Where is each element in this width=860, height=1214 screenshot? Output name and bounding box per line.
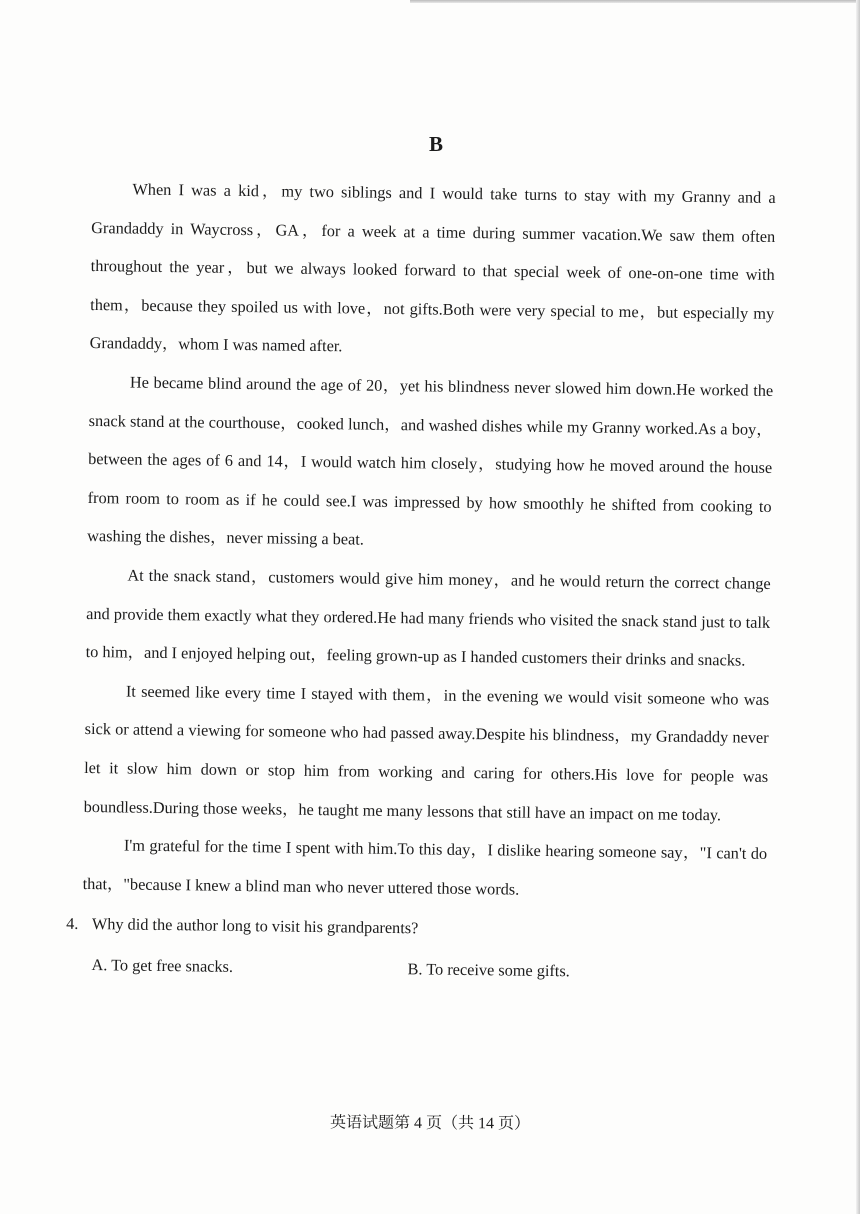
page-footer: 英语试题第 4 页（共 14 页） (329, 1114, 531, 1133)
passage-body (66, 170, 776, 995)
scan-edge-top (410, 0, 860, 3)
question-number: 4. (66, 914, 79, 934)
question-4 (66, 905, 750, 953)
passage-paragraph-1: When I was a kid，my two siblings and I would take turns to stay with my Granny and a Grandaddy in Waycross，GA，for a week at a time during summer vacation.We saw them often throughout the year，but we always looked forward to that special week of one-on-one time with them，because they spoiled us with love，not gifts.Both were very special to me，but especially my Grandaddy，whom I was named after. (89, 179, 776, 356)
answer-options (81, 946, 765, 995)
option-a: A. To get free snacks. (91, 954, 234, 976)
option-b: B. To receive some gifts. (407, 959, 570, 981)
question-text: Why did the author long to visit his grandparents? (91, 914, 419, 938)
scan-edge-right (856, 0, 860, 1214)
passage-paragraph-4: It seemed like every time I stayed with them，in the evening we would visit someone who was sick or attend a viewing for someone who had passed away.Despite his blindness，my Grandaddy never let it slow him down or stop him from working and caring for others.His love for people was boundless.During those weeks，he taught me many lessons that still have an impact on me today. (83, 681, 770, 824)
section-title: B (428, 132, 443, 156)
passage-paragraph-5: I'm grateful for the time I spent with him.To this day，I dislike hearing someone say，"I can't do that，"because I knew a blind man who never uttered those words. (82, 835, 768, 899)
passage-paragraph-2: He became blind around the age of 20，yet his blindness never slowed him down.He worked the snack stand at the courthouse，cooked lunch，and washed dishes while my Granny worked.As a boy，between the ages of 6 and 14，I would watch him closely，studying how he moved around the house from room to room as if he could see.I was impressed by how smoothly he shifted from cooking to washing the dishes，never missing a beat. (87, 372, 774, 549)
passage-paragraph-3: At the snack stand，customers would give him money，and he would return the correct change and provide them exactly what they ordered.He had many friends who visited the snack stand just to talk to him，and I enjoyed helping out，feeling grown-up as I handed customers their drinks and snacks. (85, 565, 771, 670)
